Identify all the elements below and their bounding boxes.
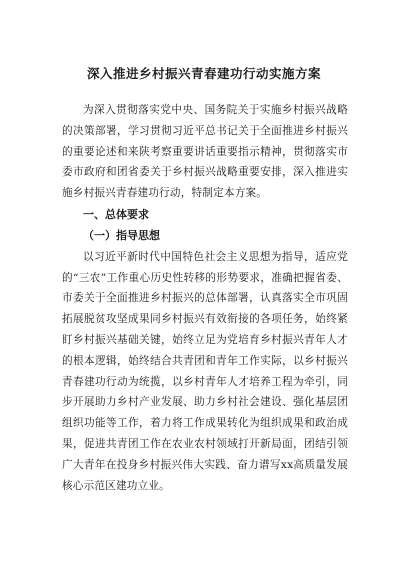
section-heading-overall-requirements: 一、总体要求 [83, 207, 149, 221]
document-body [62, 100, 348, 496]
intro-paragraph: 为深入贯彻落实党中央、国务院关于实施乡村振兴战略的决策部署，学习贯彻习近平总书记关于全面推进乡村振兴的重要论述和来陕考察重要讲话重要指示精神，贯彻落实市委市政府和团省委关于乡村振兴战略重要安排，深入推进实施乡村振兴青春建功行动，特制定本方案。 [62, 104, 348, 200]
guiding-ideology-paragraph: 以习近平新时代中国特色社会主义思想为指导，适应党的“三农”工作重心历史性转移的形势要求，准确把握省委、市委关于全面推进乡村振兴的总体部署，认真落实全市巩固拓展脱贫攻坚成果同乡村振兴有效衔接的各项任务，始终紧盯乡村振兴基础关键，始终立足为党培育乡村振兴青年人才的根本逻辑，始终结合共青团和青年工作实际，以乡村振兴青春建功行动为统揽，以乡村青年人才培养工程为牵引，同步开展助力乡村产业发展、助力乡村社会建设、强化基层团组织功能等工作，着力将工作成果转化为组织成果和政治成果，促进共青团工作在农业农村领域打开新局面，团结引领广大青年在投身乡村振兴伟大实践、奋力谱写xx高质量发展核心示范区建功立业。 [62, 250, 348, 492]
subsection-heading-guiding-ideology: （一）指导思想 [83, 228, 160, 242]
document-title: 深入推进乡村振兴青春建功行动实施方案 [86, 66, 321, 81]
